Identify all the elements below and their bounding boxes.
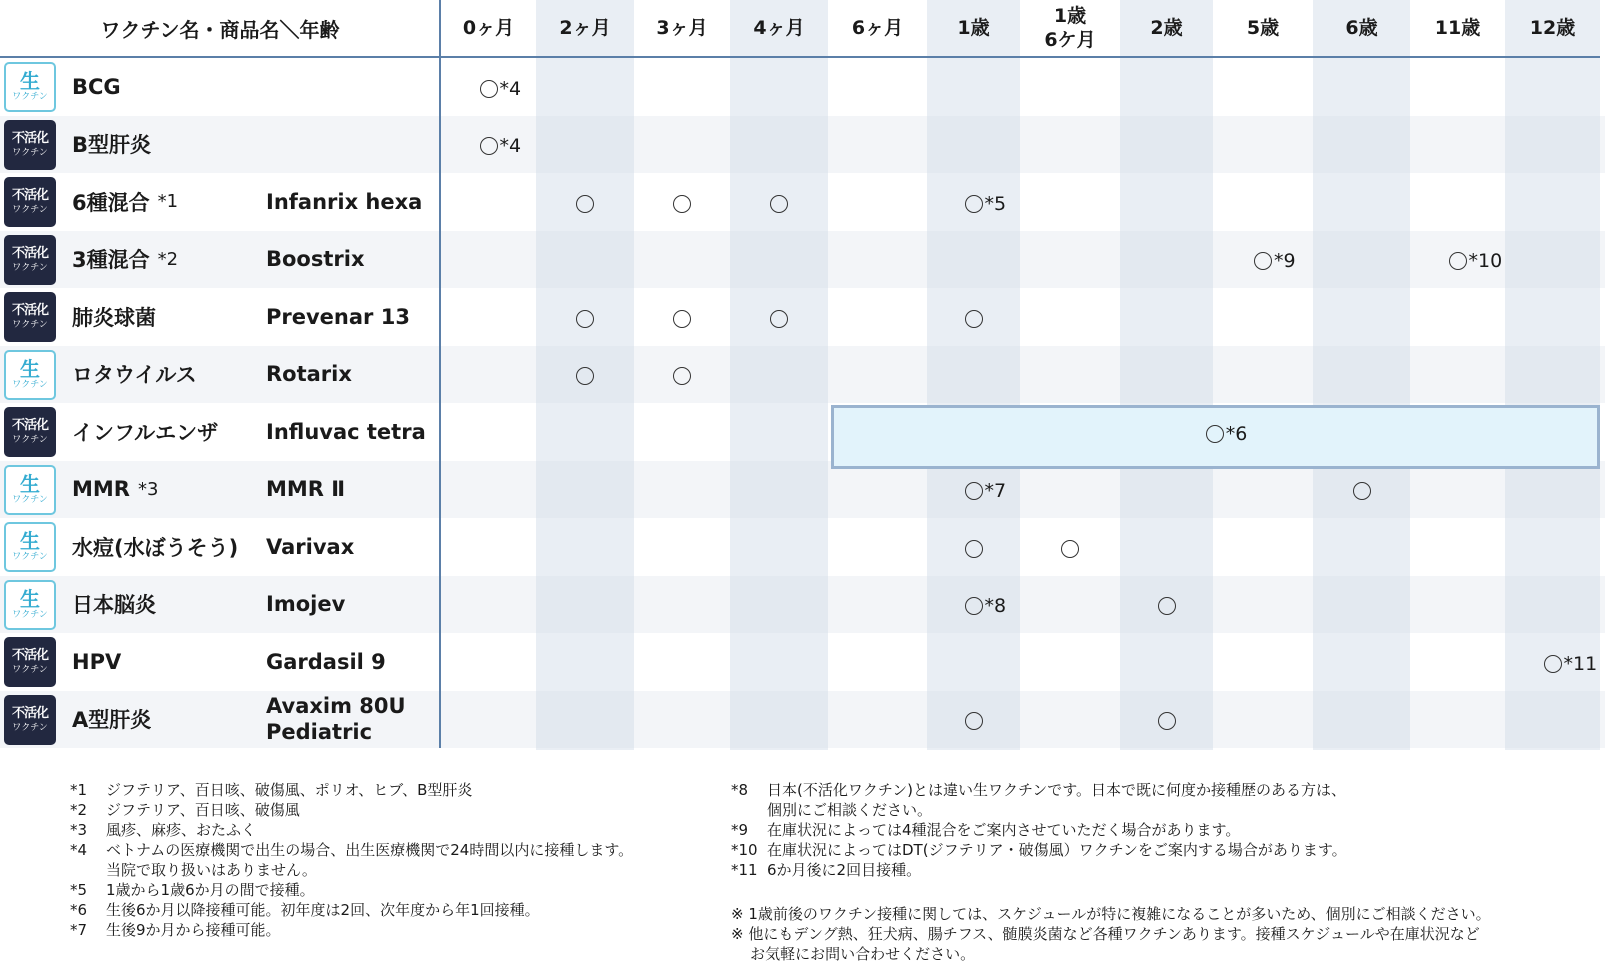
footnote-text: 日本(不活化ワクチン)とは違い生ワクチンです。日本で既に何度か接種歴のある方は、 個別にご相談ください。 xyxy=(767,781,1347,819)
product-name: Imojev xyxy=(266,592,346,617)
dose-circle-icon xyxy=(673,310,691,328)
age-header: 1歳 xyxy=(957,17,990,39)
badge-sublabel: ワクチン xyxy=(12,147,48,158)
vaccine-name xyxy=(72,518,262,576)
footnote xyxy=(731,820,1591,840)
badge-label: 生 xyxy=(20,529,40,553)
dose-footnote-ref: *5 xyxy=(984,192,1007,215)
product-name: Influvac tetra xyxy=(266,419,426,444)
badge-label: 不活化 xyxy=(11,303,48,318)
dose-circle-icon xyxy=(1353,482,1371,500)
badge-label: 不活化 xyxy=(11,705,48,721)
remark: ※ 1歳前後のワクチン接種に関しては、スケジュールが特に複雑になることが多いため、個別にご相談ください。 xyxy=(731,905,1491,923)
age-header: 4ヶ月 xyxy=(753,17,805,39)
dose-circle-icon xyxy=(965,712,983,730)
badge-sublabel: ワクチン xyxy=(12,320,48,330)
footnote-key: *10 xyxy=(731,841,758,859)
product-name: Gardasil 9 xyxy=(266,649,386,674)
product-name: MMR Ⅱ xyxy=(266,477,346,502)
vaccine-name-text: B型肝炎 xyxy=(72,133,152,158)
badge-sublabel: ワクチン xyxy=(12,92,48,102)
live-vaccine-badge xyxy=(4,580,56,630)
badge-sublabel: ワクチン xyxy=(12,552,48,562)
dose-circle-icon xyxy=(965,540,983,558)
footnote xyxy=(70,840,710,880)
badge-sublabel: ワクチン xyxy=(12,205,48,215)
dose-mark xyxy=(770,189,788,219)
dose-mark xyxy=(576,189,594,219)
dose-footnote-ref: *11 xyxy=(1563,652,1598,675)
age-header: 3ヶ月 xyxy=(656,17,708,39)
badge-sublabel: ワクチン xyxy=(12,435,48,445)
dose-mark xyxy=(1158,591,1176,621)
dose-mark xyxy=(965,189,1007,219)
footnote xyxy=(70,880,710,900)
dose-circle-icon xyxy=(1254,252,1272,270)
dose-mark xyxy=(480,131,522,161)
inactivated-vaccine-badge xyxy=(4,292,56,342)
vaccine-name xyxy=(72,576,262,634)
dose-circle-icon xyxy=(1158,597,1176,615)
dose-mark xyxy=(480,74,522,104)
inactivated-vaccine-badge xyxy=(4,235,56,285)
dose-circle-icon xyxy=(1206,425,1224,443)
footnote-key: *2 xyxy=(70,801,88,819)
footnote xyxy=(731,840,1591,860)
badge-label: 生 xyxy=(20,69,40,93)
vaccine-name xyxy=(72,403,262,461)
product-name: Infanrix hexa xyxy=(266,189,423,214)
vaccine-name xyxy=(72,288,262,346)
dose-circle-icon xyxy=(673,367,691,385)
inactivated-vaccine-badge xyxy=(4,120,56,170)
inactivated-vaccine-badge xyxy=(4,177,56,227)
age-header: 2ヶ月 xyxy=(559,17,611,39)
footnote-text: ジフテリア、百日咳、破傷風、ポリオ、ヒブ、B型肝炎 xyxy=(106,781,473,799)
dose-mark xyxy=(965,476,1007,506)
badge-label: 不活化 xyxy=(11,245,48,261)
dose-mark xyxy=(1061,534,1079,564)
dose-circle-icon xyxy=(576,367,594,385)
age-header: 1歳 6ケ月 xyxy=(1044,5,1096,51)
dose-circle-icon xyxy=(1158,712,1176,730)
dose-footnote-ref: *8 xyxy=(984,595,1007,618)
vaccine-name-text: 肺炎球菌 xyxy=(72,305,156,330)
dose-mark xyxy=(770,304,788,334)
dose-circle-icon xyxy=(673,195,691,213)
vaccine-name xyxy=(72,58,262,116)
footnote-text: 生後9か月から接種可能。 xyxy=(106,921,281,939)
vaccine-name xyxy=(72,173,262,231)
general-remarks xyxy=(731,904,1591,964)
dose-circle-icon xyxy=(770,195,788,213)
vaccine-name-text: 3種混合 xyxy=(72,248,150,273)
dose-footnote-ref: *4 xyxy=(499,135,522,158)
footnote-key: *4 xyxy=(70,841,88,859)
badge-sublabel: ワクチン xyxy=(12,262,48,273)
footnote-key: *6 xyxy=(70,901,88,919)
age-header: 5歳 xyxy=(1246,17,1280,39)
dose-circle-icon xyxy=(576,195,594,213)
badge-label: 生 xyxy=(20,586,40,611)
badge-label: 不活化 xyxy=(11,188,48,203)
vaccine-name xyxy=(72,346,262,404)
vaccine-name-text: MMR xyxy=(72,477,130,502)
product-name: Avaxim 80U Pediatric xyxy=(266,694,406,745)
footnote-text: 風疹、麻疹、おたふく xyxy=(106,821,257,839)
footnote xyxy=(731,860,1591,880)
dose-mark xyxy=(965,534,983,564)
badge-sublabel: ワクチン xyxy=(12,609,48,620)
badge-label: 不活化 xyxy=(11,418,48,433)
product-name: Boostrix xyxy=(266,247,365,272)
dose-circle-icon xyxy=(965,310,983,328)
age-header: 12歳 xyxy=(1529,17,1576,39)
age-header: 0ヶ月 xyxy=(462,17,515,39)
badge-sublabel: ワクチン xyxy=(12,494,48,505)
dose-footnote-ref: *7 xyxy=(984,480,1007,503)
dose-mark xyxy=(1544,649,1598,679)
dose-mark xyxy=(1353,476,1371,506)
dose-circle-icon xyxy=(965,482,983,500)
inactivated-vaccine-badge xyxy=(4,637,56,687)
footnote-text: ベトナムの医療機関で出生の場合、出生医療機関で24時間以内に接種します。 当院で取り扱いはありません。 xyxy=(106,841,634,879)
age-header: 6ヶ月 xyxy=(851,17,904,39)
age-header: 2歳 xyxy=(1150,17,1183,39)
footnotes-right xyxy=(731,780,1591,880)
name-column-divider xyxy=(439,0,441,748)
vaccine-name xyxy=(72,633,262,691)
footnote-key: *5 xyxy=(70,881,88,899)
footnote-key: *1 xyxy=(70,781,88,799)
badge-label: 不活化 xyxy=(11,130,48,146)
inactivated-vaccine-badge xyxy=(4,407,56,457)
dose-mark xyxy=(1158,706,1176,736)
dose-mark xyxy=(1206,419,1248,449)
remark: ※ 他にもデング熱、狂犬病、腸チフス、髄膜炎菌など各種ワクチンあります。接種スケジュールや在庫状況など お気軽にお問い合わせください。 xyxy=(731,925,1480,963)
dose-circle-icon xyxy=(480,80,498,98)
dose-circle-icon xyxy=(480,137,498,155)
vaccine-footnote-ref: *3 xyxy=(137,478,159,500)
live-vaccine-badge xyxy=(4,350,56,400)
badge-label: 生 xyxy=(20,471,40,496)
dose-circle-icon xyxy=(1449,252,1467,270)
dose-mark xyxy=(673,361,691,391)
age-header: 11歳 xyxy=(1434,17,1481,39)
vaccine-name-text: 6種混合 xyxy=(72,190,150,215)
footnote-text: 在庫状況によっては4種混合をご案内させていただく場合があります。 xyxy=(767,821,1241,839)
footnote-key: *7 xyxy=(70,921,88,939)
badge-label: 生 xyxy=(20,356,40,381)
vaccine-name-text: 水痘(水ぼうそう) xyxy=(72,535,239,560)
dose-circle-icon xyxy=(965,597,983,615)
product-name: Varivax xyxy=(266,534,355,559)
vaccine-footnote-ref: *2 xyxy=(157,248,179,270)
vaccine-name xyxy=(72,116,262,174)
dose-footnote-ref: *10 xyxy=(1468,250,1503,273)
footnote xyxy=(70,800,710,820)
dose-circle-icon xyxy=(965,195,983,213)
footnote xyxy=(70,900,710,920)
dose-mark xyxy=(673,304,691,334)
dose-mark xyxy=(673,189,691,219)
table-corner-title: ワクチン名・商品名＼年齢 xyxy=(100,17,340,42)
footnote-text: 1歳から1歳6か月の間で接種。 xyxy=(106,881,315,899)
dose-mark xyxy=(965,304,983,334)
dose-mark xyxy=(576,304,594,334)
dose-circle-icon xyxy=(1544,655,1562,673)
vaccine-name-text: ロタウイルス xyxy=(72,363,197,388)
footnote-key: *8 xyxy=(731,781,749,799)
dose-circle-icon xyxy=(770,310,788,328)
footnote xyxy=(70,920,710,940)
dose-circle-icon xyxy=(1061,540,1079,558)
footnote-key: *3 xyxy=(70,821,88,839)
live-vaccine-badge xyxy=(4,522,56,572)
dose-circle-icon xyxy=(576,310,594,328)
footnote-text: 生後6か月以降接種可能。初年度は2回、次年度から年1回接種。 xyxy=(106,901,540,919)
vaccine-name-text: 日本脳炎 xyxy=(72,593,156,618)
footnote xyxy=(70,780,710,800)
dose-mark xyxy=(965,706,983,736)
inactivated-vaccine-badge xyxy=(4,695,56,745)
footnote xyxy=(70,820,710,840)
footnote-key: *9 xyxy=(731,821,749,839)
footnote-text: 6か月後に2回目接種。 xyxy=(767,861,922,879)
badge-label: 不活化 xyxy=(11,648,48,663)
product-name: Rotarix xyxy=(266,362,352,387)
vaccine-name xyxy=(72,461,262,519)
footnote-key: *11 xyxy=(731,861,758,879)
dose-mark xyxy=(1449,246,1503,276)
footnote-text: ジフテリア、百日咳、破傷風 xyxy=(106,801,300,819)
badge-sublabel: ワクチン xyxy=(12,379,48,390)
product-name: Prevenar 13 xyxy=(266,304,410,329)
badge-sublabel: ワクチン xyxy=(12,665,48,675)
vaccine-name-text: HPV xyxy=(72,649,122,674)
age-header: 6歳 xyxy=(1345,17,1378,39)
dose-mark xyxy=(1254,246,1296,276)
dose-footnote-ref: *6 xyxy=(1225,422,1248,445)
dose-footnote-ref: *9 xyxy=(1274,250,1296,273)
dose-mark xyxy=(965,591,1007,621)
vaccine-name xyxy=(72,691,262,749)
footnotes-left xyxy=(70,780,710,940)
vaccine-name-text: A型肝炎 xyxy=(72,708,152,733)
live-vaccine-badge xyxy=(4,62,56,112)
footnote xyxy=(731,780,1591,820)
live-vaccine-badge xyxy=(4,465,56,515)
footnote-text: 在庫状況によってはDT(ジフテリア・破傷風）ワクチンをご案内する場合があります。 xyxy=(767,841,1347,859)
vaccine-footnote-ref: *1 xyxy=(157,191,179,213)
badge-sublabel: ワクチン xyxy=(12,722,48,733)
dose-footnote-ref: *4 xyxy=(499,77,522,100)
dose-mark xyxy=(576,361,594,391)
vaccine-name xyxy=(72,231,262,289)
vaccine-name-text: インフルエンザ xyxy=(72,420,219,445)
vaccine-name-text: BCG xyxy=(72,74,121,99)
